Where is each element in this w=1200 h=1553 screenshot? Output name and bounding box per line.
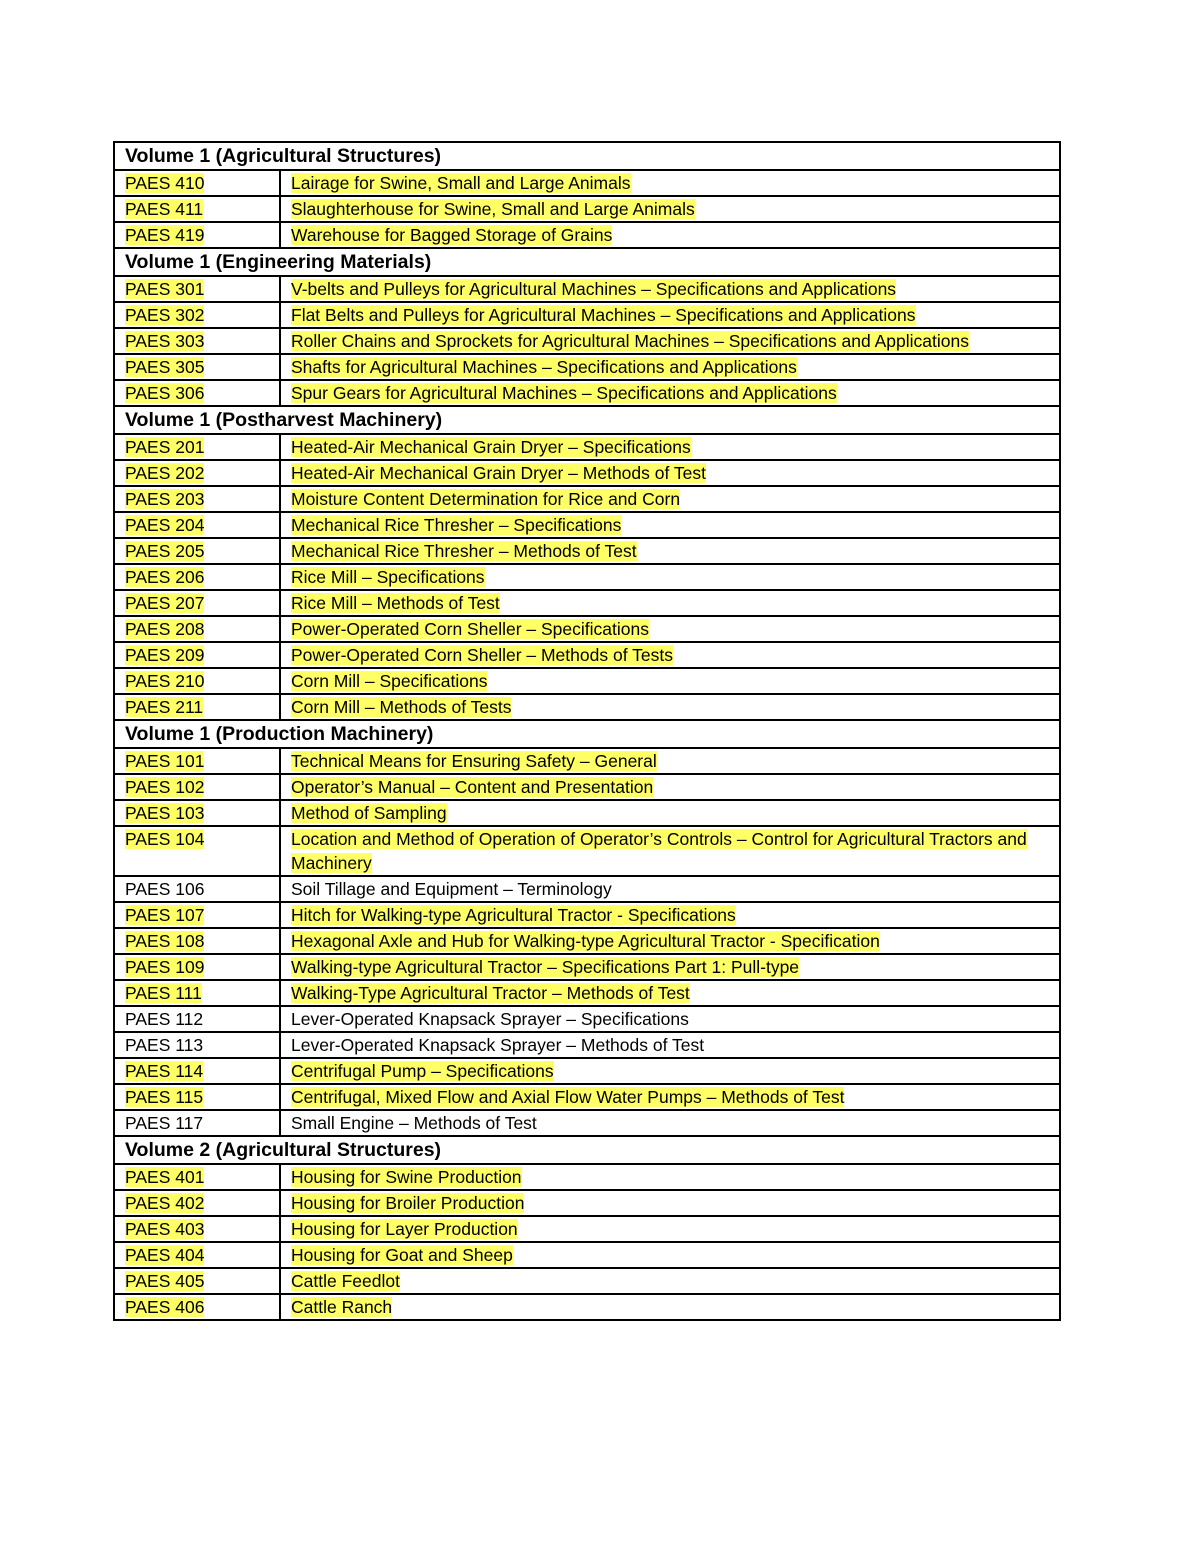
standard-row	[114, 1164, 1060, 1190]
standard-title: Walking-Type Agricultural Tractor – Methods of Test	[291, 983, 690, 1003]
standard-row	[114, 954, 1060, 980]
section-header-row	[114, 406, 1060, 434]
standard-code: PAES 404	[125, 1245, 205, 1265]
standard-row	[114, 564, 1060, 590]
standard-row	[114, 486, 1060, 512]
standard-code-cell	[114, 354, 280, 380]
standard-title-cell	[280, 302, 1060, 328]
standard-title-cell	[280, 1268, 1060, 1294]
standard-code-cell	[114, 1268, 280, 1294]
section-header-row	[114, 720, 1060, 748]
standard-title: V-belts and Pulleys for Agricultural Machines – Specifications and Applications	[291, 279, 897, 299]
standard-title-cell	[280, 590, 1060, 616]
standard-code: PAES 101	[125, 751, 205, 771]
standard-title-cell	[280, 196, 1060, 222]
standard-code-cell	[114, 616, 280, 642]
section-title: Volume 1 (Engineering Materials)	[114, 248, 1060, 276]
standard-row	[114, 354, 1060, 380]
section-title: Volume 1 (Production Machinery)	[114, 720, 1060, 748]
standard-code-cell	[114, 774, 280, 800]
standard-row	[114, 774, 1060, 800]
standard-row	[114, 980, 1060, 1006]
standard-code: PAES 104	[125, 829, 205, 849]
standard-title-cell	[280, 512, 1060, 538]
standard-title: Cattle Feedlot	[291, 1271, 400, 1291]
standard-row	[114, 590, 1060, 616]
standard-code-cell	[114, 668, 280, 694]
standard-code: PAES 207	[125, 593, 205, 613]
standard-row	[114, 1190, 1060, 1216]
standard-row	[114, 1242, 1060, 1268]
standard-title: Heated-Air Mechanical Grain Dryer – Methods of Test	[291, 463, 706, 483]
standard-code: PAES 113	[125, 1035, 204, 1055]
standard-row	[114, 826, 1060, 876]
standard-title: Heated-Air Mechanical Grain Dryer – Specifications	[291, 437, 691, 457]
standard-code: PAES 108	[125, 931, 205, 951]
standard-title-cell	[280, 1294, 1060, 1320]
standard-code: PAES 405	[125, 1271, 205, 1291]
standard-row	[114, 616, 1060, 642]
standard-title-cell	[280, 800, 1060, 826]
standard-code: PAES 419	[125, 225, 205, 245]
standard-code-cell	[114, 276, 280, 302]
standard-title-cell	[280, 538, 1060, 564]
standard-title-cell	[280, 460, 1060, 486]
standard-title-cell	[280, 1164, 1060, 1190]
standard-title-cell	[280, 434, 1060, 460]
standard-code-cell	[114, 1032, 280, 1058]
standard-title-cell	[280, 668, 1060, 694]
standard-title: Flat Belts and Pulleys for Agricultural Machines – Specifications and Applications	[291, 305, 916, 325]
standard-row	[114, 1110, 1060, 1136]
standard-row	[114, 694, 1060, 720]
standard-row	[114, 1268, 1060, 1294]
standard-title: Moisture Content Determination for Rice and Corn	[291, 489, 681, 509]
standard-title-cell	[280, 748, 1060, 774]
standard-row	[114, 276, 1060, 302]
standard-title-cell	[280, 980, 1060, 1006]
standard-code-cell	[114, 564, 280, 590]
standard-row	[114, 460, 1060, 486]
standard-row	[114, 512, 1060, 538]
standard-row	[114, 302, 1060, 328]
standard-code-cell	[114, 642, 280, 668]
standard-code: PAES 306	[125, 383, 205, 403]
standard-code: PAES 206	[125, 567, 205, 587]
standard-row	[114, 538, 1060, 564]
standard-title-cell	[280, 928, 1060, 954]
standard-title-cell	[280, 1110, 1060, 1136]
standard-code-cell	[114, 512, 280, 538]
standard-code: PAES 204	[125, 515, 205, 535]
standard-title-cell	[280, 1190, 1060, 1216]
standard-title: Hitch for Walking-type Agricultural Tractor - Specifications	[291, 905, 736, 925]
standard-title: Warehouse for Bagged Storage of Grains	[291, 225, 613, 245]
standard-title: Housing for Swine Production	[291, 1167, 522, 1187]
section-header-row	[114, 1136, 1060, 1164]
section-title: Volume 2 (Agricultural Structures)	[114, 1136, 1060, 1164]
standard-title-cell	[280, 954, 1060, 980]
standard-code-cell	[114, 1242, 280, 1268]
standard-title-cell	[280, 564, 1060, 590]
standard-title-cell	[280, 1032, 1060, 1058]
standard-code: PAES 201	[125, 437, 205, 457]
standard-code: PAES 106	[125, 879, 205, 899]
standard-code-cell	[114, 1058, 280, 1084]
standard-title-cell	[280, 222, 1060, 248]
section-title: Volume 1 (Agricultural Structures)	[114, 142, 1060, 170]
standard-title-cell	[280, 902, 1060, 928]
standard-title: Soil Tillage and Equipment – Terminology	[291, 879, 612, 899]
standard-title-cell	[280, 170, 1060, 196]
standard-title: Small Engine – Methods of Test	[291, 1113, 537, 1133]
standard-code-cell	[114, 1190, 280, 1216]
standard-title-cell	[280, 642, 1060, 668]
standard-code-cell	[114, 460, 280, 486]
standard-title: Spur Gears for Agricultural Machines – Specifications and Applications	[291, 383, 837, 403]
standard-code-cell	[114, 800, 280, 826]
standard-code-cell	[114, 434, 280, 460]
standard-code: PAES 210	[125, 671, 205, 691]
standard-row	[114, 748, 1060, 774]
standard-code-cell	[114, 170, 280, 196]
standard-code: PAES 406	[125, 1297, 205, 1317]
standard-code-cell	[114, 902, 280, 928]
standard-row	[114, 642, 1060, 668]
standard-row	[114, 902, 1060, 928]
standard-code: PAES 403	[125, 1219, 205, 1239]
standard-row	[114, 222, 1060, 248]
standard-title: Roller Chains and Sprockets for Agricultural Machines – Specifications and Applications	[291, 331, 969, 351]
standard-code-cell	[114, 1164, 280, 1190]
standard-title: Hexagonal Axle and Hub for Walking-type Agricultural Tractor - Specification	[291, 931, 880, 951]
standard-code: PAES 303	[125, 331, 205, 351]
standard-title-cell	[280, 1216, 1060, 1242]
standard-code: PAES 401	[125, 1167, 205, 1187]
standard-title: Cattle Ranch	[291, 1297, 393, 1317]
standard-title-cell	[280, 1084, 1060, 1110]
standard-title-cell	[280, 1058, 1060, 1084]
standard-title: Method of Sampling	[291, 803, 447, 823]
standard-row	[114, 928, 1060, 954]
standard-title: Centrifugal, Mixed Flow and Axial Flow Water Pumps – Methods of Test	[291, 1087, 845, 1107]
standard-title: Corn Mill – Methods of Tests	[291, 697, 512, 717]
standard-title: Housing for Layer Production	[291, 1219, 518, 1239]
standards-table	[113, 141, 1061, 1321]
standard-code-cell	[114, 876, 280, 902]
section-title: Volume 1 (Postharvest Machinery)	[114, 406, 1060, 434]
standard-code-cell	[114, 694, 280, 720]
standard-title-cell	[280, 486, 1060, 512]
standard-title: Technical Means for Ensuring Safety – General	[291, 751, 657, 771]
standard-code: PAES 302	[125, 305, 205, 325]
standard-title: Slaughterhouse for Swine, Small and Large Animals	[291, 199, 695, 219]
standard-title: Mechanical Rice Thresher – Specifications	[291, 515, 622, 535]
standard-code: PAES 112	[125, 1009, 204, 1029]
standard-code-cell	[114, 826, 280, 876]
standard-row	[114, 1058, 1060, 1084]
standard-code-cell	[114, 1110, 280, 1136]
standard-code: PAES 305	[125, 357, 205, 377]
standard-row	[114, 170, 1060, 196]
standard-row	[114, 328, 1060, 354]
standard-row	[114, 1294, 1060, 1320]
standard-code-cell	[114, 1006, 280, 1032]
standard-title-cell	[280, 616, 1060, 642]
standard-code-cell	[114, 1216, 280, 1242]
standard-row	[114, 1006, 1060, 1032]
standard-code-cell	[114, 328, 280, 354]
standard-title-cell	[280, 276, 1060, 302]
standard-row	[114, 1216, 1060, 1242]
standard-code: PAES 202	[125, 463, 205, 483]
standard-code: PAES 114	[125, 1061, 204, 1081]
standard-title-cell	[280, 694, 1060, 720]
standard-title: Rice Mill – Specifications	[291, 567, 485, 587]
standard-code-cell	[114, 302, 280, 328]
standard-title: Mechanical Rice Thresher – Methods of Test	[291, 541, 637, 561]
standard-title: Power-Operated Corn Sheller – Methods of Tests	[291, 645, 673, 665]
standard-code: PAES 205	[125, 541, 205, 561]
standard-code-cell	[114, 380, 280, 406]
standard-code: PAES 115	[125, 1087, 204, 1107]
standard-title-cell	[280, 380, 1060, 406]
standard-code: PAES 111	[125, 983, 202, 1003]
standard-code-cell	[114, 538, 280, 564]
standard-code: PAES 209	[125, 645, 205, 665]
standard-code-cell	[114, 928, 280, 954]
standard-code: PAES 117	[125, 1113, 204, 1133]
standard-code: PAES 402	[125, 1193, 205, 1213]
standard-title: Walking-type Agricultural Tractor – Specifications Part 1: Pull-type	[291, 957, 800, 977]
standard-row	[114, 434, 1060, 460]
standard-row	[114, 196, 1060, 222]
standard-code: PAES 301	[125, 279, 205, 299]
standard-code: PAES 107	[125, 905, 205, 925]
standard-title: Housing for Broiler Production	[291, 1193, 525, 1213]
standard-row	[114, 1032, 1060, 1058]
standard-row	[114, 380, 1060, 406]
standard-code: PAES 410	[125, 173, 205, 193]
standard-title-cell	[280, 774, 1060, 800]
standard-title: Lever-Operated Knapsack Sprayer – Specifications	[291, 1009, 689, 1029]
standard-row	[114, 1084, 1060, 1110]
standard-title: Rice Mill – Methods of Test	[291, 593, 500, 613]
standard-code: PAES 411	[125, 199, 204, 219]
standard-code: PAES 109	[125, 957, 205, 977]
standard-title-cell	[280, 876, 1060, 902]
standard-title-cell	[280, 354, 1060, 380]
standard-title: Lairage for Swine, Small and Large Animals	[291, 173, 631, 193]
standards-table-body	[114, 142, 1060, 1320]
standard-code: PAES 103	[125, 803, 205, 823]
standard-title: Housing for Goat and Sheep	[291, 1245, 513, 1265]
standard-code: PAES 203	[125, 489, 205, 509]
standard-code-cell	[114, 980, 280, 1006]
standard-code-cell	[114, 196, 280, 222]
section-header-row	[114, 248, 1060, 276]
standard-code-cell	[114, 1294, 280, 1320]
standard-title: Location and Method of Operation of Operator’s Controls – Control for Agricultural Tractors and Machinery	[291, 829, 1027, 873]
standard-code-cell	[114, 954, 280, 980]
section-header-row	[114, 142, 1060, 170]
standard-code: PAES 211	[125, 697, 204, 717]
standard-title-cell	[280, 826, 1060, 876]
standard-row	[114, 668, 1060, 694]
standard-title-cell	[280, 1006, 1060, 1032]
standard-code-cell	[114, 486, 280, 512]
standard-code-cell	[114, 590, 280, 616]
standard-title-cell	[280, 328, 1060, 354]
standard-title: Lever-Operated Knapsack Sprayer – Methods of Test	[291, 1035, 705, 1055]
standard-code: PAES 102	[125, 777, 205, 797]
standard-title: Centrifugal Pump – Specifications	[291, 1061, 554, 1081]
standard-row	[114, 800, 1060, 826]
standard-row	[114, 876, 1060, 902]
standard-title-cell	[280, 1242, 1060, 1268]
standard-code: PAES 208	[125, 619, 205, 639]
standard-code-cell	[114, 222, 280, 248]
standard-code-cell	[114, 1084, 280, 1110]
standard-title: Operator’s Manual – Content and Presentation	[291, 777, 654, 797]
standard-title: Shafts for Agricultural Machines – Specifications and Applications	[291, 357, 797, 377]
standard-title: Power-Operated Corn Sheller – Specifications	[291, 619, 649, 639]
standard-code-cell	[114, 748, 280, 774]
standard-title: Corn Mill – Specifications	[291, 671, 488, 691]
